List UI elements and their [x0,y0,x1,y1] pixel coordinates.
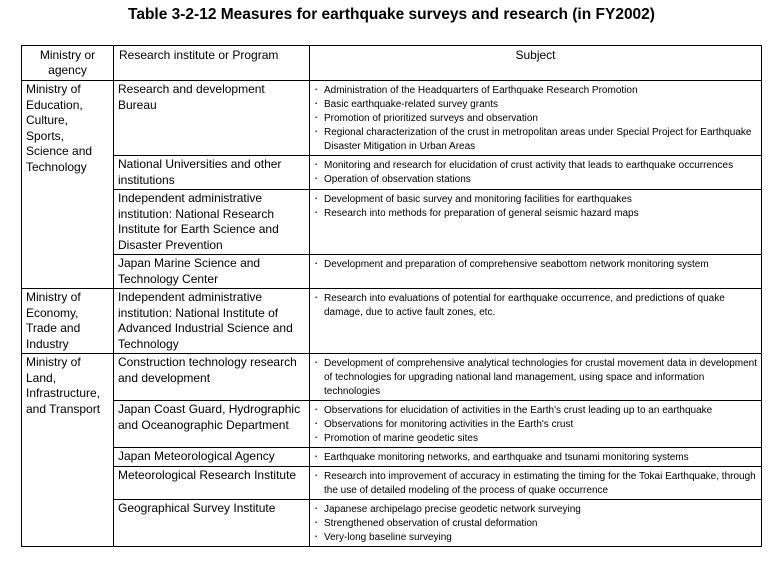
institute-cell: Japan Marine Science and Technology Center [114,255,310,289]
institute-cell: Research and development Bureau [114,81,310,156]
institute-cell: Independent administrative institution: National Institute of Advanced Industrial Science and Technology [114,289,310,354]
ministry-cell: Ministry of Education, Culture, Sports, Science and Technology [22,81,114,289]
subject-cell [310,401,762,448]
table-row [22,467,762,500]
subject-cell [310,500,762,547]
subject-item: · Administration of the Headquarters of Earthquake Research Promotion [314,84,757,98]
subject-cell [310,81,762,156]
subject-cell [310,289,762,354]
table-row [22,448,762,467]
subject-cell [310,156,762,190]
subject-item: · Development of comprehensive analytical technologies for crustal movement data in development of technologies for upgrading national land management, using space and information technologies [314,357,757,399]
subject-item: · Promotion of prioritized surveys and observation [314,112,757,126]
table-row [22,354,762,401]
table-row [22,401,762,448]
subject-item: · Research into evaluations of potential for earthquake occurrence, and predictions of quake damage, due to active fault zones, etc. [314,292,757,320]
institute-cell: National Universities and other institutions [114,156,310,190]
institute-cell: Construction technology research and development [114,354,310,401]
subject-cell [310,354,762,401]
institute-cell: Geographical Survey Institute [114,500,310,547]
subject-item: · Research into methods for preparation of general seismic hazard maps [314,207,757,221]
ministry-cell: Ministry of Land, Infrastructure, and Transport [22,354,114,547]
subject-cell [310,255,762,289]
subject-item: · Observations for elucidation of activities in the Earth's crust leading up to an earthquake [314,404,757,418]
subject-item: · Operation of observation stations [314,173,757,187]
table-row [22,156,762,190]
subject-item: · Research into improvement of accuracy in estimating the timing for the Tokai Earthquake, through the use of detailed modeling of the process of quake occurrence [314,470,757,498]
subject-item: · Development of basic survey and monitoring facilities for earthquakes [314,193,757,207]
subject-item: · Observations for monitoring activities in the Earth's crust [314,418,757,432]
subject-item: · Strengthened observation of crustal deformation [314,517,757,531]
subject-item: · Japanese archipelago precise geodetic network surveying [314,503,757,517]
subject-cell [310,190,762,255]
table-row [22,190,762,255]
subject-item: · Promotion of marine geodetic sites [314,432,757,446]
institute-cell: Meteorological Research Institute [114,467,310,500]
ministry-cell: Ministry of Economy, Trade and Industry [22,289,114,354]
subject-cell [310,448,762,467]
table-row [22,500,762,547]
header-subject: Subject [310,46,762,81]
subject-item: · Basic earthquake-related survey grants [314,98,757,112]
table-row [22,255,762,289]
subject-item: · Monitoring and research for elucidation of crust activity that leads to earthquake occurrences [314,159,757,173]
header-institute: Research institute or Program [114,46,310,81]
subject-item: · Regional characterization of the crust in metropolitan areas under Special Project for Earthquake Disaster Mitigation in Urban Areas [314,126,757,154]
subject-item: · Earthquake monitoring networks, and earthquake and tsunami monitoring systems [314,451,757,465]
institute-cell: Independent administrative institution: National Research Institute for Earth Science and Disaster Prevention [114,190,310,255]
header-row [22,46,762,81]
measures-table [21,45,762,547]
subject-item: · Development and preparation of comprehensive seabottom network monitoring system [314,258,757,272]
table-body [22,81,762,547]
table-row [22,81,762,156]
header-ministry: Ministry or agency [22,46,114,81]
table-row [22,289,762,354]
institute-cell: Japan Meteorological Agency [114,448,310,467]
subject-item: · Very-long baseline surveying [314,531,757,545]
table-title: Table 3-2-12 Measures for earthquake surveys and research (in FY2002) [128,6,655,23]
subject-cell [310,467,762,500]
institute-cell: Japan Coast Guard, Hydrographic and Oceanographic Department [114,401,310,448]
